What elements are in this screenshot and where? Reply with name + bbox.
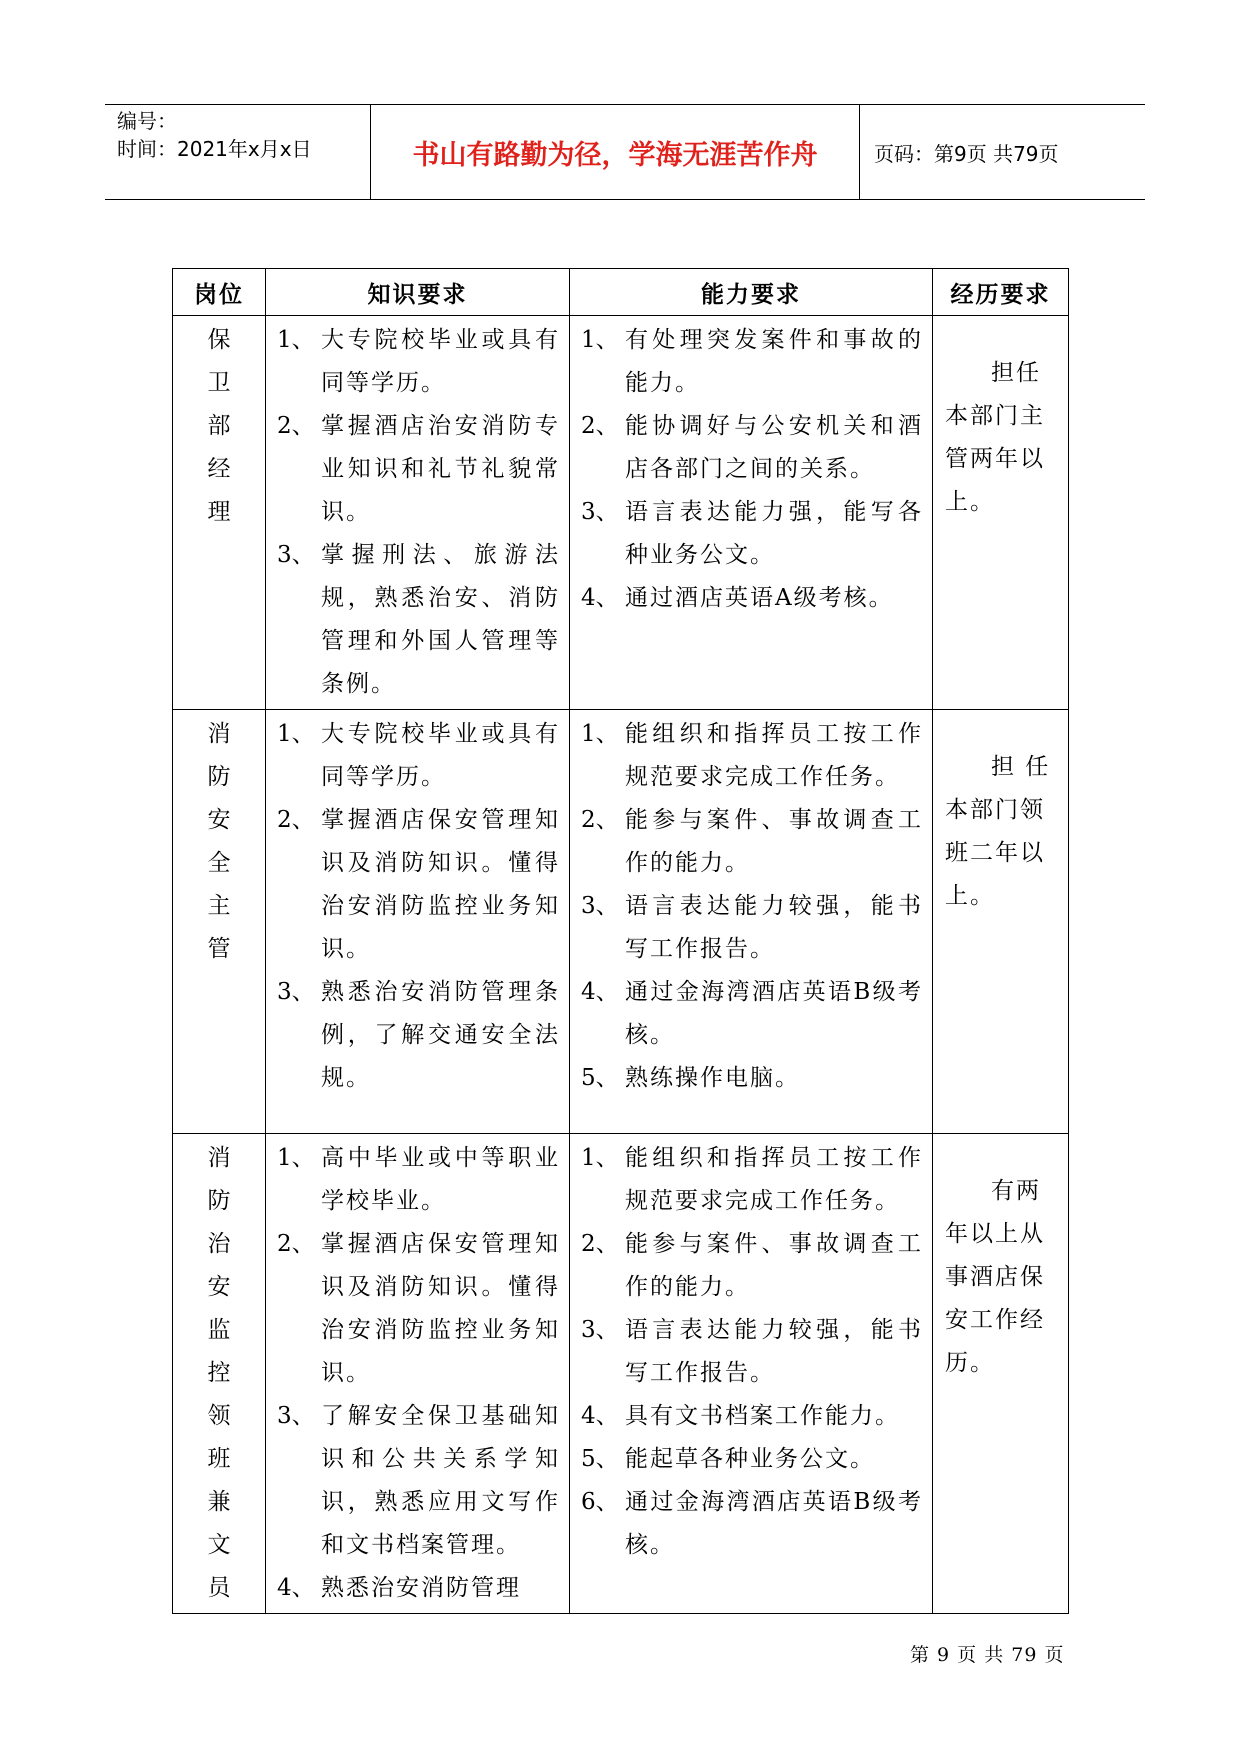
list-item [581,1057,923,1100]
item-text: 掌握酒店保安管理知识及消防知识。懂得治安消防监控业务知识。 [321,1231,560,1386]
list-item [581,405,923,491]
list-item [581,491,923,577]
item-number: 3、 [277,542,315,568]
item-number: 3、 [581,499,619,525]
header-knowledge: 知识要求 [266,269,570,316]
item-number: 2、 [277,807,315,833]
item-number: 4、 [581,1403,619,1429]
item-text: 通过金海湾酒店英语B级考核。 [625,979,923,1048]
item-text: 通过金海湾酒店英语B级考核。 [625,1489,923,1558]
item-number: 5、 [581,1065,619,1091]
knowledge-cell [266,710,570,1134]
item-number: 1、 [581,1145,619,1171]
item-text: 大专院校毕业或具有同等学历。 [321,327,560,396]
item-number: 4、 [581,979,619,1005]
ability-cell [570,710,933,1134]
experience-cell [933,710,1069,1134]
table-row [173,710,1069,1134]
item-text: 大专院校毕业或具有同等学历。 [321,721,560,790]
header-meta [105,105,371,199]
list-item [581,577,923,620]
header-experience: 经历要求 [933,269,1069,316]
table-body [173,316,1069,1614]
item-number: 1、 [277,327,315,353]
page-footer: 第 9 页 共 79 页 [910,1644,1065,1666]
list-item [277,534,560,706]
experience-text: 有两年以上从事酒店保安工作经历。 [945,1178,1045,1376]
item-number: 4、 [277,1575,315,1601]
item-text: 语言表达能力强，能写各种业务公文。 [625,499,923,568]
table-header-row [173,269,1069,316]
list-item [277,1137,560,1223]
item-number: 2、 [277,1231,315,1257]
header-ability: 能力要求 [570,269,933,316]
table-row [173,1134,1069,1614]
list-item [581,799,923,885]
list-item [581,319,923,405]
item-text: 熟练操作电脑。 [625,1065,800,1091]
knowledge-list [267,1135,568,1612]
item-text: 熟悉治安消防管理 [321,1575,521,1601]
item-text: 具有文书档案工作能力。 [625,1403,900,1429]
item-number: 2、 [277,413,315,439]
experience-cell [933,316,1069,710]
item-number: 2、 [581,1231,619,1257]
item-text: 通过酒店英语A级考核。 [625,585,894,611]
list-item [277,319,560,405]
header-page-info: 页码：第9页 共79页 [874,141,1059,166]
position-cell [173,710,266,1134]
item-number: 3、 [581,893,619,919]
list-item [581,1481,923,1567]
ability-cell [570,1134,933,1614]
item-number: 2、 [581,413,619,439]
ability-list [571,1135,931,1569]
ability-list [571,317,931,622]
list-item [277,1223,560,1395]
list-item [581,1438,923,1481]
item-text: 掌握刑法、旅游法规，熟悉治安、消防管理和外国人管理等条例。 [321,542,560,697]
number-label: 编号： [117,109,177,133]
list-item [581,1309,923,1395]
list-item [277,1395,560,1567]
item-number: 3、 [277,979,315,1005]
experience-text: 担 任本部门领班二年以上。 [945,754,1051,909]
experience-text: 担任本部门主管两年以上。 [945,360,1045,515]
item-number: 3、 [277,1403,315,1429]
header-motto: 书山有路勤为径，学海无涯苦作舟 [371,105,860,199]
item-text: 高中毕业或中等职业学校毕业。 [321,1145,560,1214]
list-item [277,405,560,534]
list-item [277,971,560,1100]
item-number: 2、 [581,807,619,833]
list-item [581,1223,923,1309]
list-item [581,1395,923,1438]
position-name: 消防安全主管 [207,721,231,962]
item-number: 1、 [581,721,619,747]
list-item [277,799,560,971]
table-row [173,316,1069,710]
item-text: 能协调好与公安机关和酒店各部门之间的关系。 [625,413,923,482]
ability-list [571,711,931,1102]
time-label: 时间：2021年x月x日 [117,137,312,161]
list-item [277,713,560,799]
item-number: 1、 [277,721,315,747]
item-text: 掌握酒店保安管理知识及消防知识。懂得治安消防监控业务知识。 [321,807,560,962]
knowledge-cell [266,1134,570,1614]
item-number: 4、 [581,585,619,611]
item-text: 熟悉治安消防管理条例，了解交通安全法规。 [321,979,560,1091]
item-text: 能参与案件、事故调查工作的能力。 [625,807,923,876]
list-item [581,1137,923,1223]
item-text: 有处理突发案件和事故的能力。 [625,327,923,396]
item-text: 语言表达能力较强，能书写工作报告。 [625,893,923,962]
list-item [581,885,923,971]
ability-cell [570,316,933,710]
item-number: 3、 [581,1317,619,1343]
knowledge-list [267,317,568,708]
list-item [581,971,923,1057]
position-name: 消防治安监控领班兼文员 [207,1145,231,1601]
position-name: 保卫部经理 [207,327,231,525]
header-position: 岗位 [173,269,266,316]
item-text: 了解安全保卫基础知识和公共关系学知识，熟悉应用文写作和文书档案管理。 [321,1403,560,1558]
list-item [277,1567,560,1610]
item-text: 能组织和指挥员工按工作规范要求完成工作任务。 [625,721,923,790]
item-number: 5、 [581,1446,619,1472]
page-header [105,104,1145,200]
knowledge-cell [266,316,570,710]
item-text: 语言表达能力较强，能书写工作报告。 [625,1317,923,1386]
position-cell [173,316,266,710]
item-number: 6、 [581,1489,619,1515]
item-text: 能起草各种业务公文。 [625,1446,875,1472]
requirements-table [172,268,1069,1614]
item-text: 能参与案件、事故调查工作的能力。 [625,1231,923,1300]
item-number: 1、 [277,1145,315,1171]
list-item [581,713,923,799]
knowledge-list [267,711,568,1102]
item-text: 掌握酒店治安消防专业知识和礼节礼貌常识。 [321,413,560,525]
position-cell [173,1134,266,1614]
item-text: 能组织和指挥员工按工作规范要求完成工作任务。 [625,1145,923,1214]
item-number: 1、 [581,327,619,353]
experience-cell [933,1134,1069,1614]
